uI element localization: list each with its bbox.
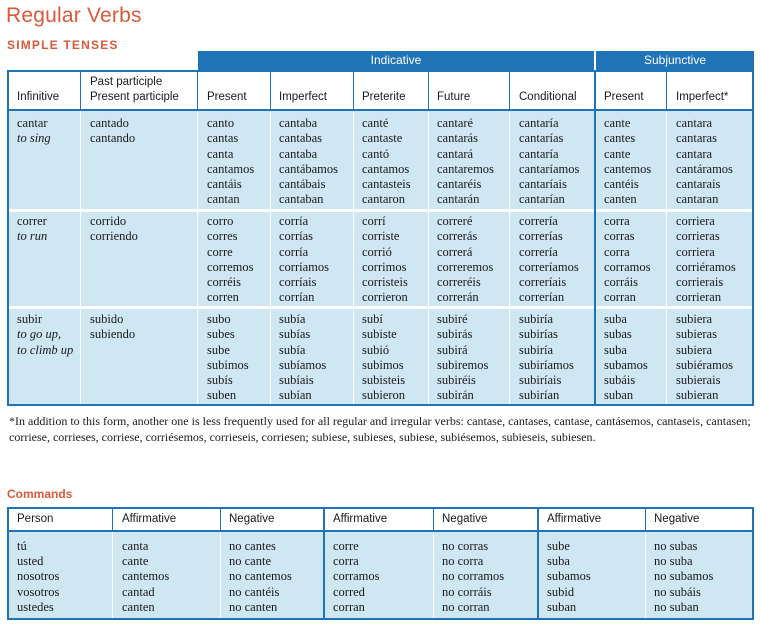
past-participle: cantado xyxy=(90,116,129,130)
command-form: no subáis xyxy=(654,584,701,599)
command-form: vosotros xyxy=(17,584,60,599)
conjugated-form: correría xyxy=(519,214,558,228)
infinitive: cantar xyxy=(17,116,48,130)
conjugated-form: subieran xyxy=(676,388,719,403)
conjugated-form: corran xyxy=(604,290,636,305)
infinitive-gloss: to climb up xyxy=(17,342,74,357)
conjugated-form: corriste xyxy=(362,229,400,244)
conjugated-form: cantaríamos xyxy=(519,161,580,176)
conjugated-form: cantéis xyxy=(604,177,639,192)
conjugated-form: correrán xyxy=(437,290,479,305)
conjugated-form: corriera xyxy=(676,244,715,259)
conjugated-form: cantaron xyxy=(362,192,406,207)
command-form: subamos xyxy=(547,569,591,584)
conjugated-form: subías xyxy=(279,327,311,342)
conjugated-form: corrieras xyxy=(676,229,720,244)
command-form: suban xyxy=(547,599,577,614)
section-subtitle: SIMPLE TENSES xyxy=(7,38,119,52)
affirmative-column xyxy=(122,539,169,615)
conjugated-form: subíamos xyxy=(279,357,327,372)
command-form: usted xyxy=(17,554,44,569)
past-participle: subido xyxy=(90,312,124,326)
conjugated-form: cantaría xyxy=(519,116,559,130)
command-form: no corramos xyxy=(442,569,505,584)
conditional-forms xyxy=(519,214,579,306)
conjugated-form: cantas xyxy=(207,131,239,146)
conjugated-form: cantarais xyxy=(676,177,721,192)
conjugated-form: cantamos xyxy=(207,161,255,176)
conjugated-form: cantáramos xyxy=(676,161,733,176)
command-form: corran xyxy=(333,599,365,614)
conjugated-form: cantara xyxy=(676,116,713,130)
command-form: no corráis xyxy=(442,584,492,599)
future-forms xyxy=(437,116,494,208)
conjugated-form: suban xyxy=(604,388,634,403)
footnote: *In addition to this form, another one is less frequently used for all regular and irregular verbs: cantase, cantases, cantase, cantásemos, cantaseis, cantasen; corriese, corrieses, corriese, corriésemos, corrieseis, corriesen; subiese, subieses, subiese, subiésemos, subieseis, subiesen. xyxy=(9,414,751,444)
conjugated-form: subí xyxy=(362,312,383,326)
conjugated-form: subió xyxy=(362,342,390,357)
conjugated-form: subieron xyxy=(362,388,406,403)
infinitive-cell xyxy=(17,312,73,358)
header-future: Future xyxy=(437,91,471,103)
conjugated-form: cantaban xyxy=(279,192,324,207)
conjugated-form: cantaré xyxy=(437,116,474,130)
command-form: corra xyxy=(333,554,359,569)
past-participle: corrido xyxy=(90,214,127,228)
conjugated-form: suben xyxy=(207,388,237,403)
conjugated-form: corríamos xyxy=(279,259,329,274)
conjugated-form: cantaba xyxy=(279,116,318,130)
conjugated-form: cantara xyxy=(676,146,713,161)
conjugated-form: corres xyxy=(207,229,238,244)
conjugated-form: cantábamos xyxy=(279,161,339,176)
header-past-participle: Past participle xyxy=(90,76,163,88)
conjugated-form: correréis xyxy=(437,275,481,290)
commands-header-affirmative: Affirmative xyxy=(333,513,388,525)
conjugated-form: cantáis xyxy=(207,177,242,192)
indicative-band: Indicative xyxy=(198,51,594,70)
preterite-forms xyxy=(362,312,405,404)
commands-header-negative: Negative xyxy=(442,513,488,525)
header-preterite: Preterite xyxy=(362,91,406,103)
command-form: sube xyxy=(547,539,570,553)
person-column xyxy=(17,539,59,615)
command-form: ustedes xyxy=(17,599,54,614)
conjugated-form: subís xyxy=(207,373,233,388)
infinitive-gloss: to sing xyxy=(17,131,51,146)
conjugated-form: subirían xyxy=(519,388,560,403)
conjugated-form: canto xyxy=(207,116,235,130)
negative-column xyxy=(442,539,504,615)
conjugated-form: cantó xyxy=(362,146,390,161)
conjugated-form: corriera xyxy=(676,214,715,228)
command-form: no cante xyxy=(229,554,271,569)
conjugated-form: corrió xyxy=(362,244,392,259)
conjugated-form: subiríamos xyxy=(519,357,574,372)
conjugated-form: corría xyxy=(279,244,309,259)
header-conditional: Conditional xyxy=(519,91,577,103)
command-form: nosotros xyxy=(17,569,60,584)
conjugated-form: sube xyxy=(207,342,230,357)
conjugated-form: subiré xyxy=(437,312,468,326)
conjugated-form: subiría xyxy=(519,312,554,326)
conditional-forms xyxy=(519,312,574,404)
conjugated-form: cantaras xyxy=(676,131,717,146)
infinitive-cell xyxy=(17,214,47,245)
conjugated-form: subes xyxy=(207,327,235,342)
conjugated-form: corrierais xyxy=(676,275,724,290)
conjugated-form: cantaremos xyxy=(437,161,494,176)
conjugated-form: corra xyxy=(604,214,630,228)
conjugated-form: corra xyxy=(604,244,630,259)
commands-header-negative: Negative xyxy=(654,513,700,525)
infinitive: subir xyxy=(17,312,42,326)
header-present: Present xyxy=(207,91,247,103)
conjugated-form: cantarán xyxy=(437,192,480,207)
conjugated-form: subierais xyxy=(676,373,721,388)
conjugated-form: corristeis xyxy=(362,275,408,290)
command-form: tú xyxy=(17,539,27,553)
conjugated-form: corráis xyxy=(604,275,639,290)
conjugated-form: cante xyxy=(604,146,631,161)
conjugated-form: cantaréis xyxy=(437,177,482,192)
conjugated-form: corramos xyxy=(604,259,651,274)
commands-header-person: Person xyxy=(17,513,54,525)
conjugated-form: corrían xyxy=(279,290,315,305)
present-forms xyxy=(207,214,254,306)
conjugated-form: corréis xyxy=(207,275,242,290)
conjugated-form: cantaría xyxy=(519,146,559,161)
conjugated-form: suba xyxy=(604,312,627,326)
affirmative-column xyxy=(333,539,380,615)
conjugated-form: subíais xyxy=(279,373,314,388)
command-form: cantad xyxy=(122,584,155,599)
infinitive-gloss: to run xyxy=(17,229,48,244)
future-forms xyxy=(437,312,488,404)
command-form: no corran xyxy=(442,599,490,614)
conjugated-form: corrieran xyxy=(676,290,722,305)
conjugated-form: corrimos xyxy=(362,259,407,274)
conjugated-form: subiéramos xyxy=(676,357,733,372)
affirmative-column xyxy=(547,539,591,615)
conjugated-form: corrías xyxy=(279,229,314,244)
subj-imperfect-forms xyxy=(676,116,733,208)
command-form: no corras xyxy=(442,539,489,553)
conjugated-form: correría xyxy=(519,244,558,259)
present-participle: corriendo xyxy=(90,229,138,244)
conjugated-form: corríais xyxy=(279,275,317,290)
conjugated-form: correrá xyxy=(437,244,473,259)
infinitive-gloss: to go up, xyxy=(17,327,62,342)
conjugated-form: canté xyxy=(362,116,389,130)
conjugated-form: cantaste xyxy=(362,131,403,146)
conjugated-form: correríais xyxy=(519,275,567,290)
conjugated-form: subía xyxy=(279,312,306,326)
conjugated-form: subiremos xyxy=(437,357,489,372)
conjugated-form: cantábais xyxy=(279,177,326,192)
conjugated-form: subo xyxy=(207,312,231,326)
conjugated-form: subimos xyxy=(362,357,404,372)
conjugated-form: subirán xyxy=(437,388,474,403)
conjugated-form: cantaba xyxy=(279,146,318,161)
command-form: cantemos xyxy=(122,569,170,584)
conjugated-form: corrieron xyxy=(362,290,408,305)
command-form: no subas xyxy=(654,539,698,553)
conjugated-form: cantamos xyxy=(362,161,410,176)
participles-cell xyxy=(90,214,138,245)
conjugated-form: subimos xyxy=(207,357,249,372)
conjugated-form: subiréis xyxy=(437,373,476,388)
infinitive: correr xyxy=(17,214,47,228)
header-participles xyxy=(90,75,179,105)
commands-header-negative: Negative xyxy=(229,513,275,525)
conjugated-form: correrías xyxy=(519,229,563,244)
participles-cell xyxy=(90,312,135,343)
conjugated-form: cante xyxy=(604,116,631,130)
preterite-forms xyxy=(362,214,408,306)
command-form: cante xyxy=(122,554,149,569)
conjugated-form: subisteis xyxy=(362,373,406,388)
header-subj-present: Present xyxy=(604,91,644,103)
participles-cell xyxy=(90,116,135,147)
conjugated-form: canta xyxy=(207,146,234,161)
subj-imperfect-forms xyxy=(676,214,736,306)
command-form: corred xyxy=(333,584,365,599)
conjugated-form: suba xyxy=(604,342,627,357)
imperfect-forms xyxy=(279,116,338,208)
command-form: no corra xyxy=(442,554,484,569)
commands-header-affirmative: Affirmative xyxy=(547,513,602,525)
present-forms xyxy=(207,116,254,208)
header-infinitive: Infinitive xyxy=(17,91,60,103)
conjugated-form: subamos xyxy=(604,357,648,372)
conjugated-form: canten xyxy=(604,192,637,207)
conjugated-form: subiste xyxy=(362,327,397,342)
command-form: suba xyxy=(547,554,570,569)
conjugated-form: cantabas xyxy=(279,131,323,146)
header-subj-imperfect: Imperfect* xyxy=(676,91,729,103)
conjugated-form: cantasteis xyxy=(362,177,411,192)
negative-column xyxy=(229,539,292,615)
commands-title: Commands xyxy=(7,487,73,501)
header-imperfect: Imperfect xyxy=(279,91,327,103)
subj-present-forms xyxy=(604,116,651,208)
page-title: Regular Verbs xyxy=(6,4,142,27)
conjugated-form: cantes xyxy=(604,131,636,146)
conjugated-form: correríamos xyxy=(519,259,579,274)
conjugated-form: corre xyxy=(207,244,233,259)
command-form: no cantemos xyxy=(229,569,292,584)
conjugated-form: cantaran xyxy=(676,192,719,207)
conjugated-form: corren xyxy=(207,290,239,305)
conjugated-form: subiríais xyxy=(519,373,562,388)
conjugated-form: corriéramos xyxy=(676,259,736,274)
conjugated-form: subiera xyxy=(676,312,713,326)
future-forms xyxy=(437,214,493,306)
conjugated-form: cantan xyxy=(207,192,240,207)
conjugated-form: subas xyxy=(604,327,632,342)
subjunctive-band: Subjunctive xyxy=(596,51,754,70)
conjugated-form: subieras xyxy=(676,327,717,342)
imperfect-forms xyxy=(279,214,329,306)
conjugated-form: cantemos xyxy=(604,161,652,176)
present-forms xyxy=(207,312,249,404)
conjugated-form: subirás xyxy=(437,327,473,342)
command-form: no cantéis xyxy=(229,584,280,599)
present-participle: cantando xyxy=(90,131,136,146)
conjugated-form: cantarían xyxy=(519,192,565,207)
conjugated-form: corro xyxy=(207,214,234,228)
conjugated-form: correrás xyxy=(437,229,478,244)
subj-present-forms xyxy=(604,312,648,404)
conjugated-form: cantarás xyxy=(437,131,478,146)
command-form: subid xyxy=(547,584,575,599)
present-participle: subiendo xyxy=(90,327,136,342)
conjugated-form: cantaríais xyxy=(519,177,567,192)
conjugated-form: subía xyxy=(279,342,306,357)
conditional-forms xyxy=(519,116,579,208)
conjugated-form: subirá xyxy=(437,342,468,357)
conjugated-form: correré xyxy=(437,214,473,228)
command-form: no canten xyxy=(229,599,278,614)
command-form: canta xyxy=(122,539,149,553)
conjugated-form: correremos xyxy=(437,259,494,274)
conjugated-form: corras xyxy=(604,229,635,244)
conjugated-form: cantarías xyxy=(519,131,564,146)
conjugated-form: corría xyxy=(279,214,309,228)
conjugated-form: cantará xyxy=(437,146,474,161)
conjugated-form: subiera xyxy=(676,342,713,357)
conjugated-form: correrían xyxy=(519,290,565,305)
command-form: corramos xyxy=(333,569,380,584)
infinitive-cell xyxy=(17,116,51,147)
negative-column xyxy=(654,539,713,615)
subj-present-forms xyxy=(604,214,651,306)
command-form: corre xyxy=(333,539,359,553)
conjugated-form: subirías xyxy=(519,327,558,342)
command-form: no suban xyxy=(654,599,699,614)
conjugated-form: corremos xyxy=(207,259,254,274)
conjugated-form: corrí xyxy=(362,214,386,228)
commands-header-affirmative: Affirmative xyxy=(122,513,177,525)
conjugated-form: subáis xyxy=(604,373,636,388)
conjugated-form: subían xyxy=(279,388,312,403)
header-present-participle: Present participle xyxy=(90,91,179,103)
conjugated-form: subiría xyxy=(519,342,554,357)
command-form: no subamos xyxy=(654,569,714,584)
preterite-forms xyxy=(362,116,411,208)
command-form: no cantes xyxy=(229,539,276,553)
imperfect-forms xyxy=(279,312,326,404)
subj-imperfect-forms xyxy=(676,312,733,404)
command-form: no suba xyxy=(654,554,693,569)
command-form: canten xyxy=(122,599,155,614)
